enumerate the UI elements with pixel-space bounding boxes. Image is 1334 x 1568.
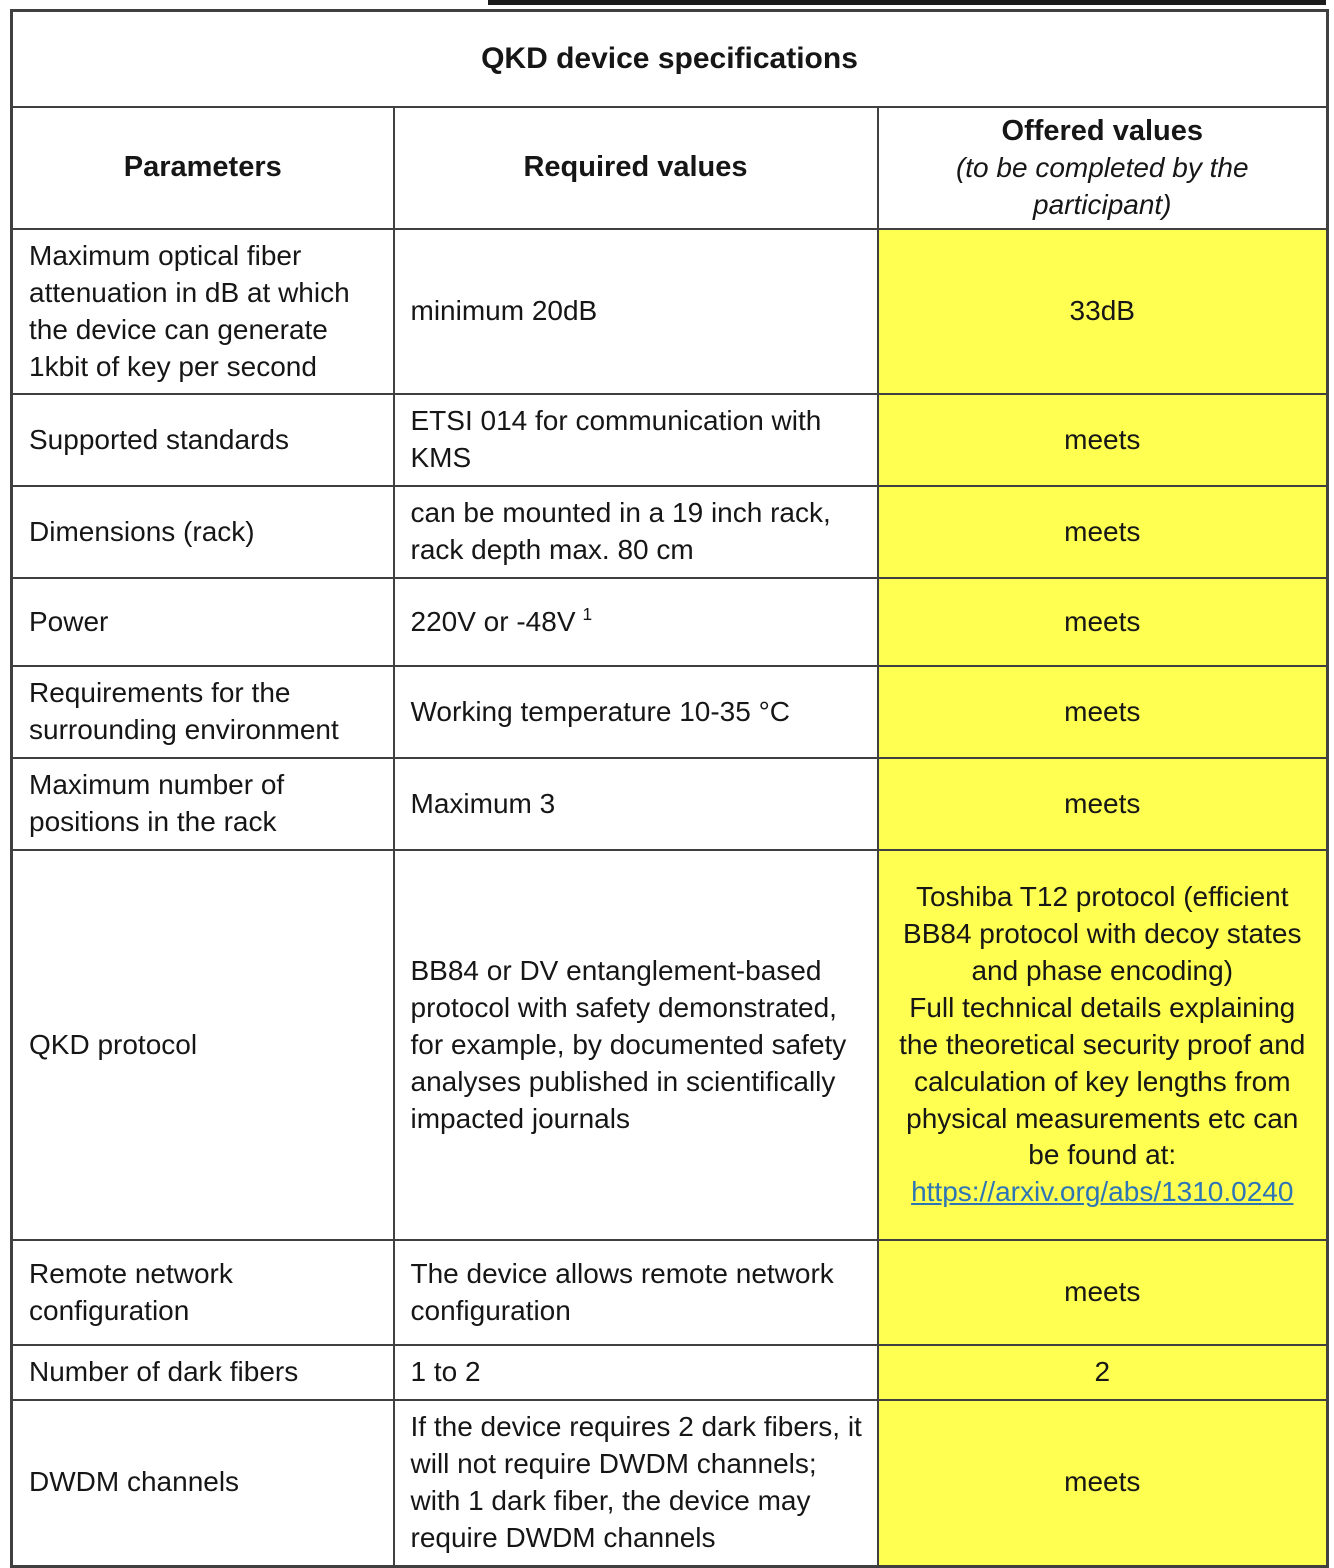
required-value-cell: 1 to 2 — [394, 1345, 878, 1400]
table-row-remote-network — [12, 1240, 1328, 1345]
table-title: QKD device specifications — [12, 11, 1328, 107]
offered-values-header-note: (to be completed by the participant) — [955, 151, 1249, 220]
parameters-header-label: Parameters — [123, 151, 282, 184]
offered-protocol-text: Toshiba T12 protocol (efficient BB84 protocol with decoy states and phase encoding) — [903, 880, 1302, 986]
required-value-text: 220V or -48V — [410, 605, 576, 637]
parameter-cell: Number of dark fibers — [12, 1345, 394, 1400]
offered-value-cell: meets — [878, 394, 1328, 486]
table-row-dwdm-channels — [12, 1400, 1328, 1566]
arxiv-link[interactable]: https://arxiv.org/abs/1310.0240 — [911, 1176, 1294, 1208]
required-value-cell: BB84 or DV entanglement-based protocol with safety demonstrated, for example, by documented safety analyses published in scientifically impacted journals — [394, 850, 878, 1240]
table-row-dimensions-rack — [12, 486, 1328, 578]
required-value-cell: minimum 20dB — [394, 229, 878, 395]
table-row-rack-positions — [12, 758, 1328, 850]
offered-value-cell: meets — [878, 578, 1328, 666]
required-value-cell: ETSI 014 for communication with KMS — [394, 394, 878, 486]
table-row-power — [12, 578, 1328, 666]
footnote-superscript: 1 — [582, 604, 593, 625]
required-value-cell: can be mounted in a 19 inch rack, rack depth max. 80 cm — [394, 486, 878, 578]
offered-value-cell: 33dB — [878, 229, 1328, 395]
cropped-top-fragment — [488, 0, 1326, 5]
offered-value-cell: meets — [878, 1400, 1328, 1566]
required-value-cell: Working temperature 10-35 °C — [394, 666, 878, 758]
parameter-cell: Maximum optical fiber attenuation in dB at which the device can generate 1kbit of key per second — [12, 229, 394, 395]
parameter-cell: Power — [12, 578, 394, 666]
offered-value-cell: meets — [878, 486, 1328, 578]
offered-value-cell: meets — [878, 1240, 1328, 1345]
column-header-parameters — [12, 107, 394, 229]
qkd-specifications-table — [10, 9, 1329, 1568]
required-value-cell — [394, 578, 878, 666]
offered-values-header-label: Offered values — [1001, 114, 1203, 147]
parameter-cell: Supported standards — [12, 394, 394, 486]
table-row-supported-standards — [12, 394, 1328, 486]
table-row-dark-fibers — [12, 1345, 1328, 1400]
required-values-header-label: Required values — [523, 151, 748, 184]
table-row-qkd-protocol — [12, 850, 1328, 1240]
required-value-cell: Maximum 3 — [394, 758, 878, 850]
header-row — [12, 107, 1328, 229]
column-header-required-values — [394, 107, 878, 229]
title-row — [12, 11, 1328, 107]
parameter-cell: Dimensions (rack) — [12, 486, 394, 578]
offered-value-cell: 2 — [878, 1345, 1328, 1400]
required-value-cell: The device allows remote network configuration — [394, 1240, 878, 1345]
parameter-cell: DWDM channels — [12, 1400, 394, 1566]
parameter-cell: Maximum number of positions in the rack — [12, 758, 394, 850]
column-header-offered-values — [878, 107, 1328, 229]
parameter-cell: Requirements for the surrounding environment — [12, 666, 394, 758]
offered-value-cell — [878, 850, 1328, 1240]
required-value-cell: If the device requires 2 dark fibers, it will not require DWDM channels; with 1 dark fiber, the device may require DWDM channels — [394, 1400, 878, 1566]
parameter-cell: Remote network configuration — [12, 1240, 394, 1345]
table-row-attenuation — [12, 229, 1328, 395]
parameter-cell: QKD protocol — [12, 850, 394, 1240]
offered-details-text: Full technical details explaining the theoretical security proof and calculation of key lengths from physical measurements etc can be found at: — [899, 991, 1306, 1171]
offered-value-cell: meets — [878, 758, 1328, 850]
table-row-surrounding-environment — [12, 666, 1328, 758]
offered-value-cell: meets — [878, 666, 1328, 758]
